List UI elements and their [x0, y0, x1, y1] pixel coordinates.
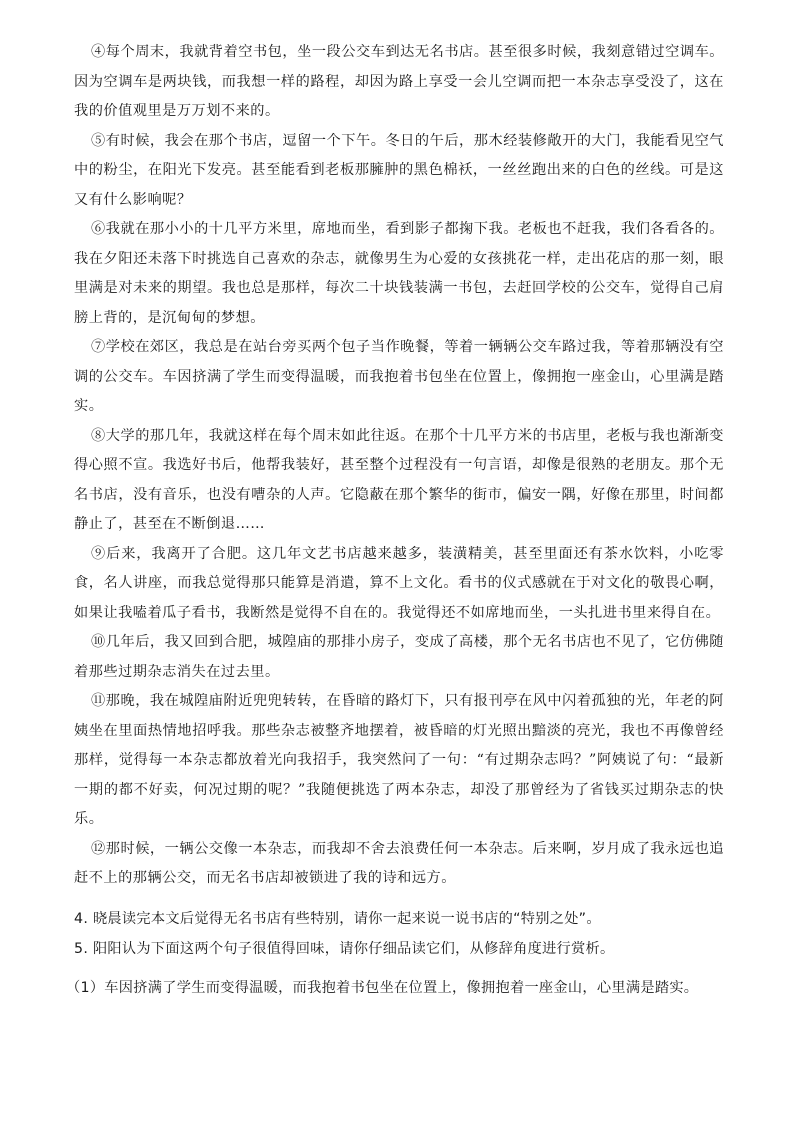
question-5-part-1: （1）车因挤满了学生而变得温暖，而我抱着书包坐在位置上，像拥抱着一座金山，心里满是踏实。	[66, 980, 699, 996]
paragraph-12: ⑫那时候，一辆公交像一本杂志，而我却不舍去浪费任何一本杂志。后来啊，岁月成了我永远也追赶不上的那辆公交，而无名书店却被锁进了我的诗和远方。	[74, 840, 724, 886]
paragraph-5: ⑤有时候，我会在那个书店，逗留一个下午。冬日的午后，那木经装修敞开的大门，我能看见空气中的粉尘，在阳光下发亮。甚至能看到老板那臃肿的黑色棉袄，一丝丝跑出来的白色的丝线。可是这又有什么影响呢？	[74, 132, 724, 208]
question-5: 5. 阳阳认为下面这两个句子很值得回味，请你仔细品读它们，从修辞角度进行赏析。	[74, 940, 615, 957]
article-body	[74, 38, 724, 894]
paragraph-6: ⑥我就在那小小的十几平方米里，席地而坐，看到影子都掬下我。老板也不赶我，我们各看各的。我在夕阳还未落下时挑选自己喜欢的杂志，就像男生为心爱的女孩挑花一样，走出花店的那一刻，眼里满是对未来的期望。我也总是那样，每次二十块钱装满一书包，去赶回学校的公交车，觉得自己肩膀上背的，是沉甸甸的梦想。	[74, 221, 724, 326]
paragraph-7: ⑦学校在郊区，我总是在站台旁买两个包子当作晚餐，等着一辆辆公交车路过我，等着那辆没有空调的公交车。车因挤满了学生而变得温暖，而我抱着书包坐在位置上，像拥抱一座金山，心里满是踏实。	[74, 339, 724, 414]
question-4: 4. 晓晨读完本文后觉得无名书店有些特别，请你一起来说一说书店的“特别之处”。	[74, 911, 601, 927]
question-section	[66, 905, 724, 1004]
paragraph-9: ⑨后来，我离开了合肥。这几年文艺书店越来越多，装潢精美，甚至里面还有茶水饮料，小吃零食，名人讲座，而我总觉得那只能算是消遣，算不上文化。看书的仪式感就在于对文化的敬畏心啊，如果让我嗑着瓜子看书，我断然是觉得不自在的。我觉得还不如席地而坐，一头扎进书里来得自在。	[74, 545, 724, 621]
paragraph-11: ⑪那晚，我在城隍庙附近兜兜转转，在昏暗的路灯下，只有报刊亭在风中闪着孤独的光，年老的阿姨坐在里面热情地招呼我。那些杂志被整齐地摆着，被昏暗的灯光照出黯淡的亮光，我也不再像曾经那样，觉得每一本杂志都放着光向我招手，我突然问了一句：“有过期杂志吗？”阿姨说了句：“最新一期的都不好卖，何况过期的呢？”我随便挑选了两本杂志，却没了那曾经为了省钱买过期杂志的快乐。	[74, 693, 724, 827]
paragraph-4: ④每个周末，我就背着空书包，坐一段公交车到达无名书店。甚至很多时候，我刻意错过空调车。因为空调车是两块钱，而我想一样的路程，却因为路上享受一会儿空调而把一本杂志享受没了，这在我的价值观里是万万划不来的。	[74, 44, 724, 119]
paragraph-8: ⑧大学的那几年，我就这样在每个周末如此往返。在那个十几平方米的书店里，老板与我也渐渐变得心照不宣。我选好书后，他帮我装好，甚至整个过程没有一句言语，却像是很熟的老朋友。那个无名书店，没有音乐，也没有嘈杂的人声。它隐蔽在那个繁华的街市，偏安一隅，好像在那里，时间都静止了，甚至在不断倒退……	[74, 427, 724, 532]
paragraph-10: ⑩几年后，我又回到合肥，城隍庙的那排小房子，变成了高楼，那个无名书店也不见了，它仿佛随着那些过期杂志消失在过去里。	[74, 634, 724, 680]
